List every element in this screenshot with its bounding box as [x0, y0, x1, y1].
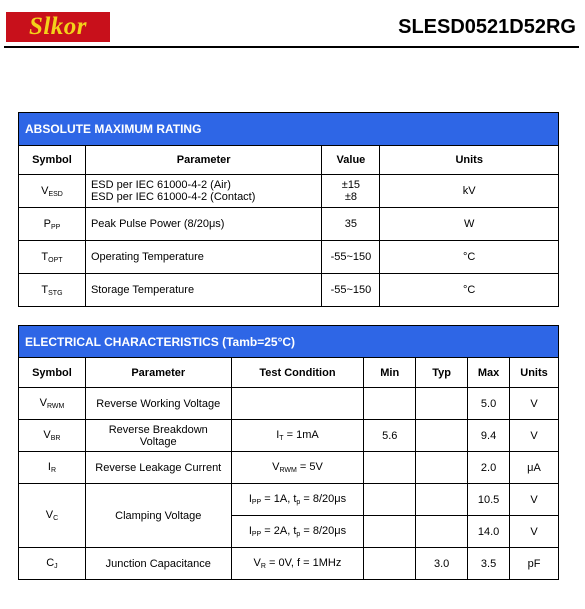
value-cell: ±15 ±8 [322, 175, 380, 208]
col-header: Typ [416, 358, 468, 388]
min-cell [364, 548, 416, 580]
parameter-cell: Clamping Voltage [85, 484, 231, 548]
col-header: Symbol [19, 358, 86, 388]
parameter-cell: Reverse Working Voltage [85, 388, 231, 420]
absolute-maximum-rating-table [18, 112, 559, 307]
table-header-row [19, 358, 559, 388]
typ-cell [416, 420, 468, 452]
parameter-cell: Junction Capacitance [85, 548, 231, 580]
typ-cell [416, 516, 468, 548]
max-cell: 2.0 [468, 452, 510, 484]
col-header: Min [364, 358, 416, 388]
elec-title: ELECTRICAL CHARACTERISTICS (Tamb=25°C) [19, 326, 559, 358]
table-row [19, 484, 559, 516]
typ-cell [416, 388, 468, 420]
table-row [19, 274, 559, 307]
table-row [19, 388, 559, 420]
value-cell: 35 [322, 208, 380, 241]
min-cell: 5.6 [364, 420, 416, 452]
typ-cell [416, 452, 468, 484]
max-cell: 14.0 [468, 516, 510, 548]
min-cell [364, 516, 416, 548]
condition-cell: $V_{RWM} = 5V$ [231, 452, 364, 484]
units-cell: V [510, 420, 559, 452]
col-header: Symbol [19, 146, 86, 175]
table-row [19, 175, 559, 208]
units-cell: V [510, 388, 559, 420]
parameter-cell: Reverse Leakage Current [85, 452, 231, 484]
condition-cell: $I_{PP} = 2A$, $t_p = 8/20\mu s$ [231, 516, 364, 548]
typ-cell [416, 484, 468, 516]
parameter-cell: Peak Pulse Power (8/20μs) [85, 208, 322, 241]
condition-cell [231, 388, 364, 420]
units-cell: W [380, 208, 559, 241]
col-header: Max [468, 358, 510, 388]
col-header: Parameter [85, 358, 231, 388]
header-rule [4, 46, 579, 48]
table-row [19, 452, 559, 484]
units-cell: kV [380, 175, 559, 208]
parameter-cell: ESD per IEC 61000-4-2 (Air) ESD per IEC 61000-4-2 (Contact) [85, 175, 322, 208]
symbol-cell: $P_{PP}$ [19, 208, 86, 241]
part-number: SLESD0521D52RG [398, 16, 576, 38]
logo-text: Slkor [28, 13, 88, 40]
table-row [19, 420, 559, 452]
min-cell [364, 452, 416, 484]
symbol-cell: $V_C$ [19, 484, 86, 548]
min-cell [364, 388, 416, 420]
max-cell: 10.5 [468, 484, 510, 516]
symbol-cell: $V_{BR}$ [19, 420, 86, 452]
symbol-cell: $T_{STG}$ [19, 274, 86, 307]
electrical-characteristics-table [18, 325, 559, 580]
table-row [19, 241, 559, 274]
parameter-cell: Operating Temperature [85, 241, 322, 274]
company-logo [6, 12, 110, 42]
col-header: Test Condition [231, 358, 364, 388]
units-cell: μA [510, 452, 559, 484]
table-header-row [19, 146, 559, 175]
col-header: Units [380, 146, 559, 175]
symbol-cell: $V_{ESD}$ [19, 175, 86, 208]
condition-cell: $I_{PP} = 1A$, $t_p = 8/20\mu s$ [231, 484, 364, 516]
max-cell: 9.4 [468, 420, 510, 452]
units-cell: °C [380, 274, 559, 307]
typ-cell: 3.0 [416, 548, 468, 580]
condition-cell: $I_T = 1mA$ [231, 420, 364, 452]
table-row [19, 548, 559, 580]
units-cell: V [510, 484, 559, 516]
symbol-cell: $C_J$ [19, 548, 86, 580]
units-cell: °C [380, 241, 559, 274]
parameter-cell: Storage Temperature [85, 274, 322, 307]
abs-max-title: ABSOLUTE MAXIMUM RATING [19, 113, 559, 146]
units-cell: V [510, 516, 559, 548]
max-cell: 3.5 [468, 548, 510, 580]
value-cell: -55~150 [322, 241, 380, 274]
max-cell: 5.0 [468, 388, 510, 420]
symbol-cell: $I_R$ [19, 452, 86, 484]
value-cell: -55~150 [322, 274, 380, 307]
col-header: Units [510, 358, 559, 388]
parameter-cell: Reverse Breakdown Voltage [85, 420, 231, 452]
units-cell: pF [510, 548, 559, 580]
col-header: Parameter [85, 146, 322, 175]
condition-cell: $V_R = 0V$, f = 1MHz [231, 548, 364, 580]
symbol-cell: $T_{OPT}$ [19, 241, 86, 274]
table-row [19, 208, 559, 241]
min-cell [364, 484, 416, 516]
symbol-cell: $V_{RWM}$ [19, 388, 86, 420]
col-header: Value [322, 146, 380, 175]
